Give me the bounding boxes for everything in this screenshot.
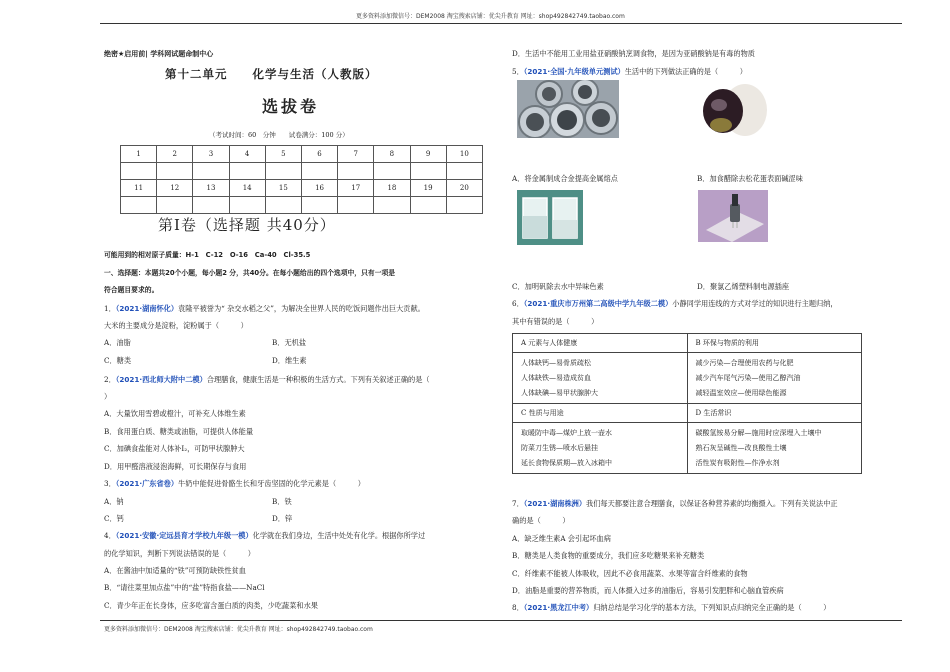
topic-line: 取暖防中毒—煤炉上放一壶水 <box>521 429 612 437</box>
score-cell: 5 <box>265 146 301 163</box>
score-cell: 7 <box>338 146 374 163</box>
q3-option-c[interactable]: C．钙 <box>104 514 124 523</box>
paper-subtitle: 选拔卷 <box>262 97 320 116</box>
score-cell: 18 <box>374 180 410 197</box>
q7-option-a[interactable]: A．缺乏维生素A 会引起坏血病 <box>512 534 611 543</box>
score-cell: 1 <box>121 146 157 163</box>
q1-option-c[interactable]: C．糖类 <box>104 356 132 365</box>
question-number: 8． <box>512 603 524 612</box>
score-cell: 3 <box>193 146 229 163</box>
question-text: 归纳总结是学习化学的基本方法，下列知识点归纳完全正确的是（ ） <box>593 603 831 612</box>
footer-note: 更多资料添加微信号：DEM2008 淘宝搜索店铺：优尖升教育 网址：shop492842749.taobao.com <box>104 626 373 633</box>
question-number: 5． <box>512 67 524 76</box>
question-text: 袁隆平被誉为“ 杂交水稻之父”，为解决全世界人民的吃饭问题作出巨大贡献。 <box>178 304 425 313</box>
answer-cell[interactable] <box>410 163 446 180</box>
topic-d-title: D 生活常识 <box>687 404 862 423</box>
score-header-row-1 <box>121 146 483 163</box>
q2-option-a[interactable]: A．大量饮用雪碧或橙汁，可补充人体维生素 <box>104 409 246 418</box>
q7-option-b[interactable]: B．糖类是人类食物的重要成分，我们应多吃糖果来补充糖类 <box>512 551 705 560</box>
q5-option-c[interactable]: C．加明矾除去水中异味色素 <box>512 282 604 291</box>
question-source: （2021·湖南株洲） <box>523 499 587 508</box>
score-header-row-2 <box>121 180 483 197</box>
answer-cell[interactable] <box>374 197 410 214</box>
answer-row-1 <box>121 163 483 180</box>
answer-cell[interactable] <box>265 197 301 214</box>
question-7-stem <box>512 499 838 508</box>
question-2-stem-2: ） <box>104 392 112 401</box>
score-cell: 2 <box>157 146 193 163</box>
paper-title: 第十二单元 化学与生活（人教版） <box>165 67 378 81</box>
score-cell: 15 <box>265 180 301 197</box>
topic-a-content <box>513 353 688 404</box>
topic-line: 防菜刀生锈—喷水后悬挂 <box>521 444 598 452</box>
question-3-stem <box>104 479 365 488</box>
q2-option-c[interactable]: C．加碘食盐能对人体补I₂，可防甲状腺肿大 <box>104 444 245 453</box>
score-cell: 17 <box>338 180 374 197</box>
question-number: 7． <box>512 499 524 508</box>
topic-line: 碳酸氢铵易分解—施用时应深埋入土壤中 <box>695 429 822 437</box>
score-cell: 10 <box>446 146 482 163</box>
q5-option-d[interactable]: D．聚氯乙烯塑料制电源插座 <box>697 282 790 291</box>
knowledge-table <box>512 333 862 474</box>
topic-b-title: B 环保与物质的利用 <box>687 334 862 353</box>
q5-option-b[interactable]: B．加食醋除去松花蛋表面碱涩味 <box>697 174 803 183</box>
score-cell: 20 <box>446 180 482 197</box>
part-title: 第Ⅰ卷（选择题 共40分） <box>158 216 336 234</box>
power-plug-image <box>698 190 768 242</box>
topic-line: 减轻温室效应—使用绿色能源 <box>695 389 787 397</box>
question-number: 2． <box>104 375 116 384</box>
question-text: 牛奶中能促进骨骼生长和牙齿坚固的化学元素是（ ） <box>178 479 365 488</box>
topic-line: 熟石灰呈碱性—改良酸性土壤 <box>695 444 787 452</box>
answer-cell[interactable] <box>265 163 301 180</box>
score-cell: 9 <box>410 146 446 163</box>
q1-option-b[interactable]: B．无机盐 <box>272 338 307 347</box>
question-1-stem-2: 大米的主要成分是淀粉，淀粉属于（ ） <box>104 321 248 330</box>
question-6-stem <box>512 299 838 308</box>
score-table <box>120 145 483 214</box>
beakers-image <box>517 190 583 245</box>
q3-option-b[interactable]: B．铁 <box>272 497 292 506</box>
q4-option-a[interactable]: A．在酱油中加适量的“铁”可预防缺铁性贫血 <box>104 566 246 575</box>
question-2-stem <box>104 375 430 384</box>
q3-option-a[interactable]: A．钠 <box>104 497 124 506</box>
answer-cell[interactable] <box>157 163 193 180</box>
score-cell: 4 <box>229 146 265 163</box>
topic-line: 活性炭有吸附性—作净水剂 <box>695 459 780 467</box>
q7-option-c[interactable]: C．纤维素不能被人体吸收，因此不必食用蔬菜、水果等富含纤维素的食物 <box>512 569 748 578</box>
score-cell: 11 <box>121 180 157 197</box>
footer-rule <box>100 620 902 621</box>
score-cell: 6 <box>301 146 337 163</box>
topic-line: 人体缺碘—易甲状腺肿大 <box>521 389 598 397</box>
topic-line: 人体缺钙—易骨质疏松 <box>521 359 591 367</box>
answer-cell[interactable] <box>410 197 446 214</box>
question-4-stem-2: 的化学知识，判断下列说法错误的是（ ） <box>104 549 255 558</box>
exam-info: （考试时间：60 分钟 试卷满分：100 分） <box>209 131 349 139</box>
answer-cell[interactable] <box>157 197 193 214</box>
question-5-stem <box>512 67 747 76</box>
answer-cell[interactable] <box>338 197 374 214</box>
answer-cell[interactable] <box>301 163 337 180</box>
topic-b-content <box>687 353 862 404</box>
question-text: 化学就在我们身边，生活中处处有化学。根据你所学过 <box>252 531 426 540</box>
topic-line: 延长食物保质期—放入冰箱中 <box>521 459 612 467</box>
question-source: （2021·全国·九年级单元测试） <box>523 67 625 76</box>
question-number: 4． <box>104 531 116 540</box>
score-cell: 19 <box>410 180 446 197</box>
section-intro-1: 一、选择题：本题共20个小题，每小题2 分，共40分。在每小题给出的四个选项中，只有一项是 <box>104 269 396 277</box>
question-number: 1． <box>104 304 116 313</box>
answer-cell[interactable] <box>301 197 337 214</box>
answer-cell[interactable] <box>229 197 265 214</box>
question-text: 小静同学用连线的方式对学过的知识进行主题归纳， <box>672 299 838 308</box>
score-cell: 14 <box>229 180 265 197</box>
topic-line: 减少汽车尾气污染—使用乙醇汽油 <box>695 374 801 382</box>
topic-a-title: A 元素与人体健康 <box>513 334 688 353</box>
q4-option-c[interactable]: C．青少年正在长身体，应多吃富含蛋白质的肉类，少吃蔬菜和水果 <box>104 601 318 610</box>
answer-cell[interactable] <box>121 163 157 180</box>
question-source: （2021·湖南怀化） <box>115 304 179 313</box>
answer-cell[interactable] <box>193 163 229 180</box>
question-1-stem <box>104 304 425 313</box>
q4-option-d[interactable]: D．生活中不能用工业用盐亚硝酸钠烹调食物，是因为亚硝酸钠是有毒的物质 <box>512 49 755 58</box>
topic-line: 减少污染—合理使用农药与化肥 <box>695 359 794 367</box>
topic-c-title: C 性质与用途 <box>513 404 688 423</box>
q2-option-b[interactable]: B．食用蛋白质、糖类或油脂，可提供人体能量 <box>104 427 254 436</box>
answer-cell[interactable] <box>446 163 482 180</box>
answer-row-2 <box>121 197 483 214</box>
topic-d-content <box>687 423 862 474</box>
question-text: 我们每天都要注意合理膳食，以保证各种营养素的均衡摄入。下列有关说法中正 <box>586 499 838 508</box>
q1-option-d[interactable]: D．维生素 <box>272 356 307 365</box>
answer-cell[interactable] <box>446 197 482 214</box>
score-cell: 13 <box>193 180 229 197</box>
answer-cell[interactable] <box>374 163 410 180</box>
answer-cell[interactable] <box>121 197 157 214</box>
answer-cell[interactable] <box>338 163 374 180</box>
question-source: （2021·广东省卷） <box>115 479 179 488</box>
question-8-stem <box>512 603 830 612</box>
question-source: （2021·西北师大附中二模） <box>115 375 207 384</box>
q7-option-d[interactable]: D．油脂是重要的营养物质，而人体摄入过多的油脂后，容易引发肥胖和心脑血管疾病 <box>512 586 784 595</box>
header-note: 更多资料添加微信号：DEM2008 淘宝搜索店铺：优尖升教育 网址：shop492842749.taobao.com <box>356 13 625 20</box>
q1-option-a[interactable]: A．油脂 <box>104 338 131 347</box>
question-source: （2021·黑龙江中考） <box>523 603 594 612</box>
question-number: 3． <box>104 479 116 488</box>
question-source: （2021·重庆市万州第二高级中学九年级二模） <box>523 299 673 308</box>
secret-label: 绝密★启用前| 学科网试题命制中心 <box>104 50 214 58</box>
q3-option-d[interactable]: D．锌 <box>272 514 293 523</box>
metal-pipes-image <box>517 80 619 138</box>
question-text: 生活中的下列做法正确的是（ ） <box>624 67 747 76</box>
q2-option-d[interactable]: D．用甲醛溶液浸泡海鲜，可长期保存与食用 <box>104 462 247 471</box>
answer-cell[interactable] <box>229 163 265 180</box>
answer-cell[interactable] <box>193 197 229 214</box>
q5-option-a[interactable]: A．将金属制成合金提高金属熔点 <box>512 174 618 183</box>
section-intro-2: 符合题目要求的。 <box>104 286 159 294</box>
header-rule <box>100 23 902 24</box>
question-text: 合理膳食，健康生活是一种积极的生活方式。下列有关叙述正确的是（ <box>206 375 430 384</box>
score-cell: 12 <box>157 180 193 197</box>
topic-c-content <box>513 423 688 474</box>
question-4-stem <box>104 531 425 540</box>
question-6-stem-2: 其中有错误的是（ ） <box>512 317 599 326</box>
question-source: （2021·安徽·定远县育才学校九年级一模） <box>115 531 253 540</box>
question-7-stem-2: 确的是（ ） <box>512 516 570 525</box>
q4-option-b[interactable]: B．“请往菜里加点盐”中的“盐”特指食盐——NaCl <box>104 583 265 592</box>
topic-line: 人体缺铁—易造成贫血 <box>521 374 591 382</box>
preserved-egg-image <box>697 80 771 138</box>
score-cell: 8 <box>374 146 410 163</box>
atomic-mass-line: 可能用到的相对原子质量：H-1 C-12 O-16 Ca-40 Cl-35.5 <box>104 251 311 259</box>
score-cell: 16 <box>301 180 337 197</box>
question-number: 6． <box>512 299 524 308</box>
